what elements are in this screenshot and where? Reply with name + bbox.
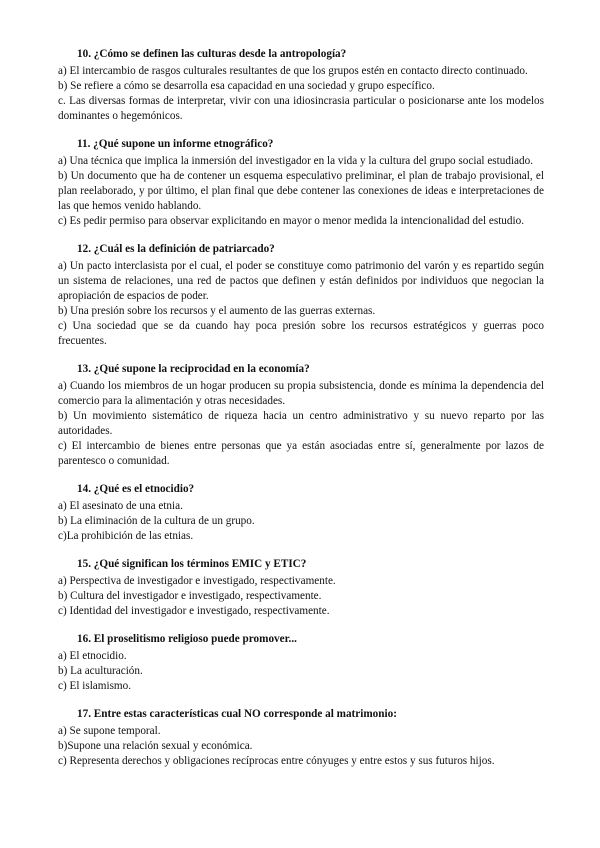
question-title: 16. El proselitismo religioso puede promover...: [77, 633, 297, 645]
question-10: [58, 47, 544, 124]
question-13: [58, 362, 544, 469]
question-15: [58, 557, 544, 619]
option-a: a) Un pacto interclasista por el cual, el poder se constituye como patrimonio del varón y es repartido según un sistema de relaciones, una red de pactos que definen y están definidos por individuos que negocian la apropiación de espacios de poder.: [58, 260, 544, 302]
question-title: 17. Entre estas características cual NO corresponde al matrimonio:: [77, 708, 397, 720]
question-title: 14. ¿Qué es el etnocidio?: [77, 483, 195, 495]
option-b: b) Una presión sobre los recursos y el aumento de las guerras externas.: [58, 305, 376, 317]
option-a: a) Se supone temporal.: [58, 725, 161, 737]
option-a: a) El intercambio de rasgos culturales resultantes de que los grupos estén en contacto directo continuado.: [58, 65, 528, 77]
option-a: a) Cuando los miembros de un hogar producen su propia subsistencia, donde es mínima la dependencia del comercio para la alimentación y otras necesidades.: [58, 380, 544, 407]
question-11: [58, 137, 544, 229]
option-c: c) Una sociedad que se da cuando hay poca presión sobre los recursos estratégicos y guerras poco frecuentes.: [58, 320, 544, 347]
option-a: a) Una técnica que implica la inmersión del investigador en la vida y la cultura del grupo social estudiado.: [58, 155, 533, 167]
option-b: b)Supone una relación sexual y económica.: [58, 740, 253, 752]
option-a: a) Perspectiva de investigador e investigado, respectivamente.: [58, 575, 336, 587]
option-c: c) Representa derechos y obligaciones recíprocas entre cónyuges y entre estos y sus futuros hijos.: [58, 755, 495, 767]
question-title: 12. ¿Cuál es la definición de patriarcado?: [77, 243, 275, 255]
question-17: [58, 707, 544, 769]
option-c: c. Las diversas formas de interpretar, vivir con una idiosincrasia particular o posicionarse ante los modelos dominantes o hegemónicos.: [58, 95, 544, 122]
option-b: b) La eliminación de la cultura de un grupo.: [58, 515, 255, 527]
question-14: [58, 482, 544, 544]
option-c: c) El islamismo.: [58, 680, 132, 692]
option-a: a) El asesinato de una etnia.: [58, 500, 183, 512]
option-b: b) Un documento que ha de contener un esquema especulativo preliminar, el plan de trabajo provisional, el plan reelaborado, y por último, el plan final que debe contener las conexiones de ideas e interpretaciones de las que hemos venido hablando.: [58, 170, 544, 212]
question-16: [58, 632, 544, 694]
question-title: 10. ¿Cómo se definen las culturas desde la antropología?: [77, 48, 347, 60]
option-c: c)La prohibición de las etnias.: [58, 530, 194, 542]
question-title: 15. ¿Qué significan los términos EMIC y ETIC?: [77, 558, 307, 570]
option-c: c) Es pedir permiso para observar explicitando en mayor o menor medida la intencionalidad del estudio.: [58, 215, 524, 227]
option-a: a) El etnocidio.: [58, 650, 127, 662]
option-b: b) La aculturación.: [58, 665, 143, 677]
option-b: b) Se refiere a cómo se desarrolla esa capacidad en una sociedad y grupo específico.: [58, 80, 435, 92]
option-c: c) El intercambio de bienes entre personas que ya están asociadas entre sí, generalmente por lazos de parentesco o comunidad.: [58, 440, 544, 467]
question-title: 13. ¿Qué supone la reciprocidad en la economía?: [77, 363, 310, 375]
question-12: [58, 242, 544, 349]
option-b: b) Un movimiento sistemático de riqueza hacia un centro administrativo y su nuevo reparto por las autoridades.: [58, 410, 544, 437]
question-title: 11. ¿Qué supone un informe etnográfico?: [77, 138, 274, 150]
option-c: c) Identidad del investigador e investigado, respectivamente.: [58, 605, 330, 617]
option-b: b) Cultura del investigador e investigado, respectivamente.: [58, 590, 322, 602]
